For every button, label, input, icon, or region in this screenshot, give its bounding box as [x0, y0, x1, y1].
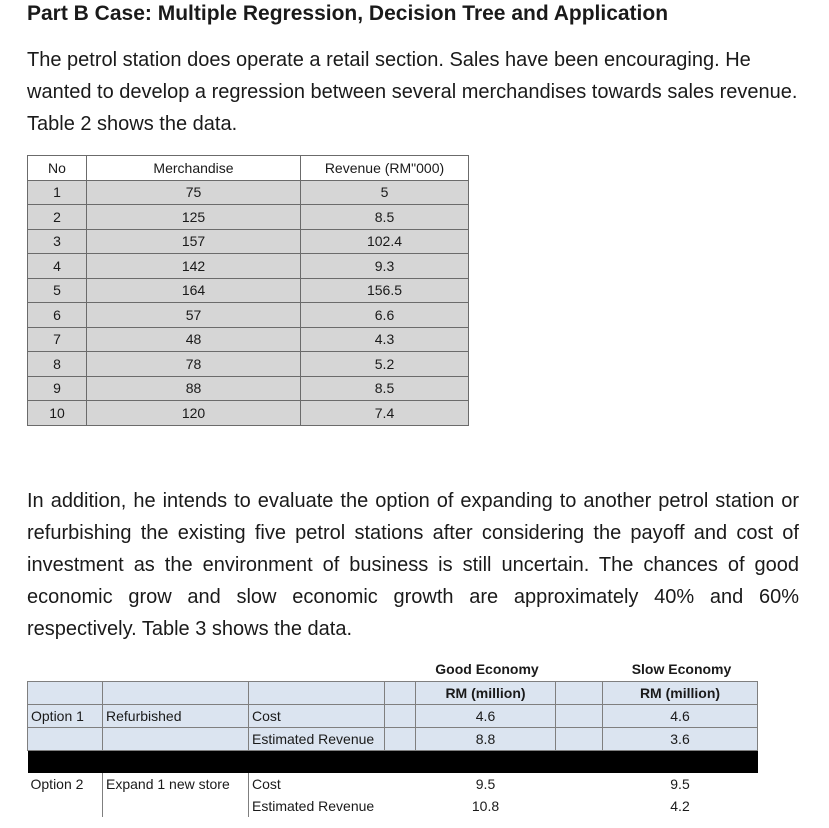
cell-revenue: 8.5: [301, 205, 469, 230]
cell-no: 1: [28, 180, 87, 205]
option-1-label: Option 1: [28, 705, 103, 728]
option-2-cost-row: [28, 773, 758, 795]
header-merchandise: Merchandise: [87, 156, 301, 181]
option-1-revenue-good: 8.8: [416, 728, 556, 751]
section-heading: Part B Case: Multiple Regression, Decision Tree and Application: [27, 2, 669, 25]
cell-no: 4: [28, 254, 87, 279]
options-paragraph: In addition, he intends to evaluate the option of expanding to another petrol station or refurbishing the existing five petrol stations after considering the payoff and cost of investment as the environment of business is still uncertain. The chances of good economic grow and slow economic growth are approximately 40% and 60% respectively. Table 3 shows the data.: [27, 490, 799, 640]
header-revenue: Revenue (RM"000): [301, 156, 469, 181]
separator-row: [28, 751, 758, 774]
cell-revenue: 4.3: [301, 327, 469, 352]
cell-revenue: 7.4: [301, 401, 469, 426]
cell-revenue: 9.3: [301, 254, 469, 279]
table-row: [28, 205, 469, 230]
cell-no: 6: [28, 303, 87, 328]
intro-paragraph: The petrol station does operate a retail section. Sales have been encouraging. He wanted to develop a regression between several merchandises towards sales revenue. Table 2 shows the data.: [27, 49, 798, 135]
option-1-name: Refurbished: [103, 705, 249, 728]
table-row: [28, 254, 469, 279]
table-row: [28, 352, 469, 377]
cell-no: 8: [28, 352, 87, 377]
option-2-revenue-slow: 4.2: [603, 795, 758, 817]
table-row: [28, 180, 469, 205]
option-1-cost-slow: 4.6: [603, 705, 758, 728]
option-2-revenue-item: Estimated Revenue: [249, 795, 385, 817]
unit-good: RM (million): [416, 682, 556, 705]
table-3-header-row: [28, 657, 758, 682]
option-2-name: Expand 1 new store: [103, 773, 249, 795]
cell-merchandise: 57: [87, 303, 301, 328]
cell-merchandise: 75: [87, 180, 301, 205]
table-row: [28, 229, 469, 254]
option-2-label: Option 2: [28, 773, 103, 795]
cell-no: 9: [28, 376, 87, 401]
option-2-revenue-good: 10.8: [416, 795, 556, 817]
table-3: [27, 657, 758, 817]
option-1-revenue-slow: 3.6: [603, 728, 758, 751]
cell-no: 10: [28, 401, 87, 426]
cell-merchandise: 157: [87, 229, 301, 254]
unit-slow: RM (million): [603, 682, 758, 705]
cell-revenue: 5.2: [301, 352, 469, 377]
option-1-revenue-row: [28, 728, 758, 751]
cell-merchandise: 120: [87, 401, 301, 426]
header-no: No: [28, 156, 87, 181]
cell-no: 5: [28, 278, 87, 303]
table-row: [28, 327, 469, 352]
cell-merchandise: 78: [87, 352, 301, 377]
cell-merchandise: 88: [87, 376, 301, 401]
option-2-cost-good: 9.5: [416, 773, 556, 795]
cell-no: 7: [28, 327, 87, 352]
cell-revenue: 5: [301, 180, 469, 205]
cell-revenue: 6.6: [301, 303, 469, 328]
table-2-header-row: [28, 156, 469, 181]
option-1-cost-good: 4.6: [416, 705, 556, 728]
option-1-cost-row: [28, 705, 758, 728]
cell-no: 2: [28, 205, 87, 230]
table-row: [28, 278, 469, 303]
header-good-economy: Good Economy: [435, 661, 539, 677]
option-2-cost-item: Cost: [249, 773, 385, 795]
cell-revenue: 156.5: [301, 278, 469, 303]
table-row: [28, 376, 469, 401]
cell-merchandise: 142: [87, 254, 301, 279]
cell-merchandise: 164: [87, 278, 301, 303]
cell-merchandise: 48: [87, 327, 301, 352]
table-3-unit-row: [28, 682, 758, 705]
table-row: [28, 303, 469, 328]
option-2-revenue-row: [28, 795, 758, 817]
cell-revenue: 8.5: [301, 376, 469, 401]
table-2: [27, 155, 469, 426]
option-1-cost-item: Cost: [249, 705, 385, 728]
option-1-revenue-item: Estimated Revenue: [249, 728, 385, 751]
header-slow-economy: Slow Economy: [631, 661, 732, 677]
cell-merchandise: 125: [87, 205, 301, 230]
cell-revenue: 102.4: [301, 229, 469, 254]
cell-no: 3: [28, 229, 87, 254]
option-2-cost-slow: 9.5: [603, 773, 758, 795]
table-row: [28, 401, 469, 426]
